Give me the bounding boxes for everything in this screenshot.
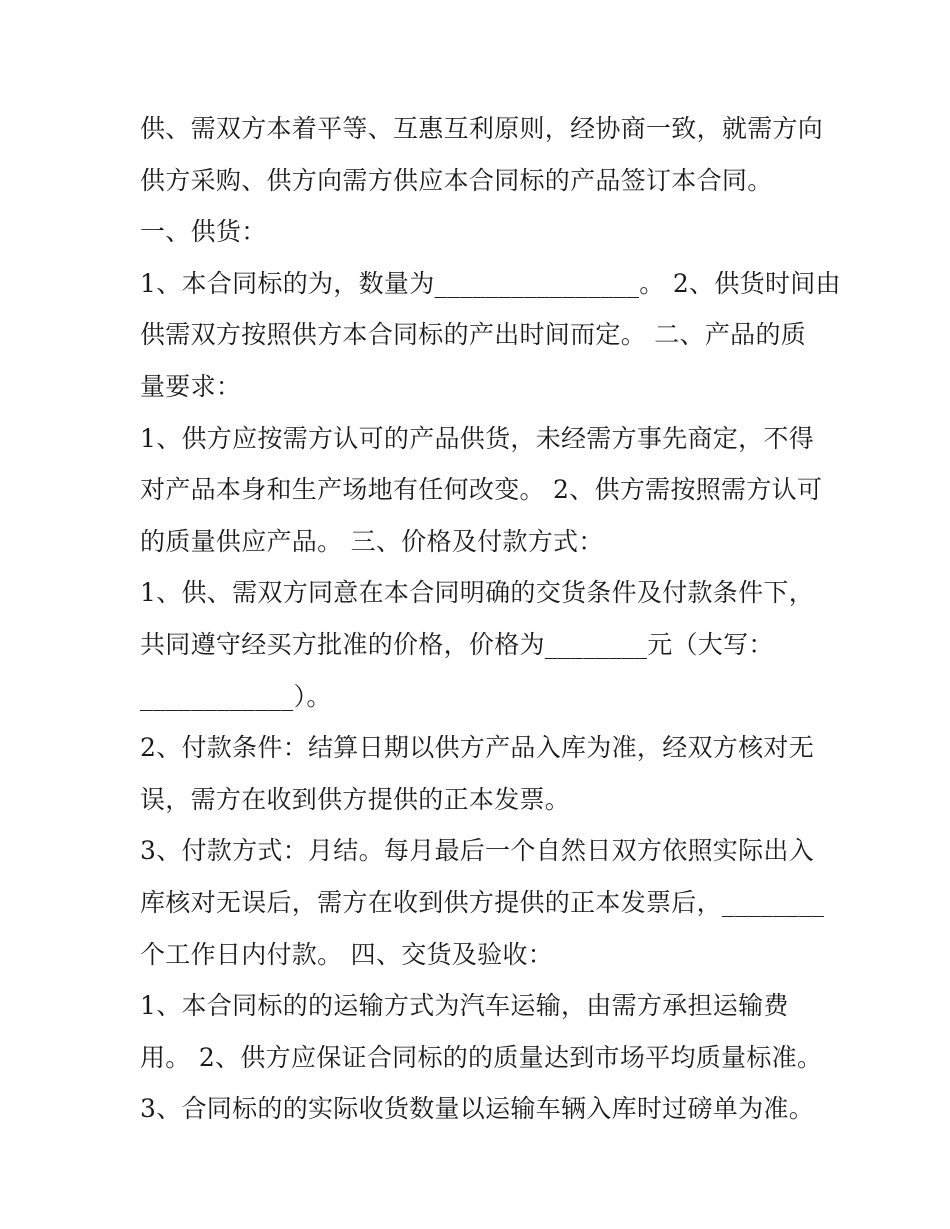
text-line: 用。 2、供方应保证合同标的的质量达到市场平均质量标准。	[140, 1042, 823, 1072]
text-line: 共同遵守经买方批准的价格，价格为________元（大写：	[140, 629, 774, 659]
text-line: 2、付款条件：结算日期以供方产品入库为准，经双方核对无	[140, 733, 815, 763]
text-line: 3、付款方式：月结。每月最后一个自然日双方依照实际出入	[140, 836, 815, 866]
document-body	[140, 103, 841, 1135]
text-line: 库核对无误后，需方在收到供方提供的正本发票后，________	[140, 887, 825, 917]
text-line: ____________）。	[140, 681, 332, 711]
text-line: 3、合同标的的实际收货数量以运输车辆入库时过磅单为准。	[140, 1094, 815, 1124]
text-line: 的质量供应产品。 三、价格及付款方式：	[140, 526, 604, 556]
text-line: 个工作日内付款。 四、交货及验收：	[140, 939, 554, 969]
text-line: 1、本合同标的的运输方式为汽车运输，由需方承担运输费	[140, 991, 789, 1021]
text-line: 误，需方在收到供方提供的正本发票。	[140, 784, 571, 814]
text-line: 1、供方应按需方认可的产品供货，未经需方事先商定，不得	[140, 423, 815, 453]
text-line: 供、需双方本着平等、互惠互利原则，经协商一致，就需方向	[140, 114, 824, 143]
text-line: 对产品本身和生产场地有任何改变。 2、供方需按照需方认可	[140, 475, 823, 505]
text-line: 1、本合同标的为，数量为________________。 2、供货时间由	[140, 268, 841, 298]
text-line: 供方采购、供方向需方供应本合同标的产品签订本合同。	[140, 165, 773, 195]
section-heading: 一、供货：	[140, 217, 267, 247]
text-line: 供需双方按照供方本合同标的产出时间而定。 二、产品的质	[140, 320, 807, 350]
text-line: 1、供、需双方同意在本合同明确的交货条件及付款条件下，	[140, 578, 815, 608]
text-line: 量要求：	[140, 371, 242, 401]
